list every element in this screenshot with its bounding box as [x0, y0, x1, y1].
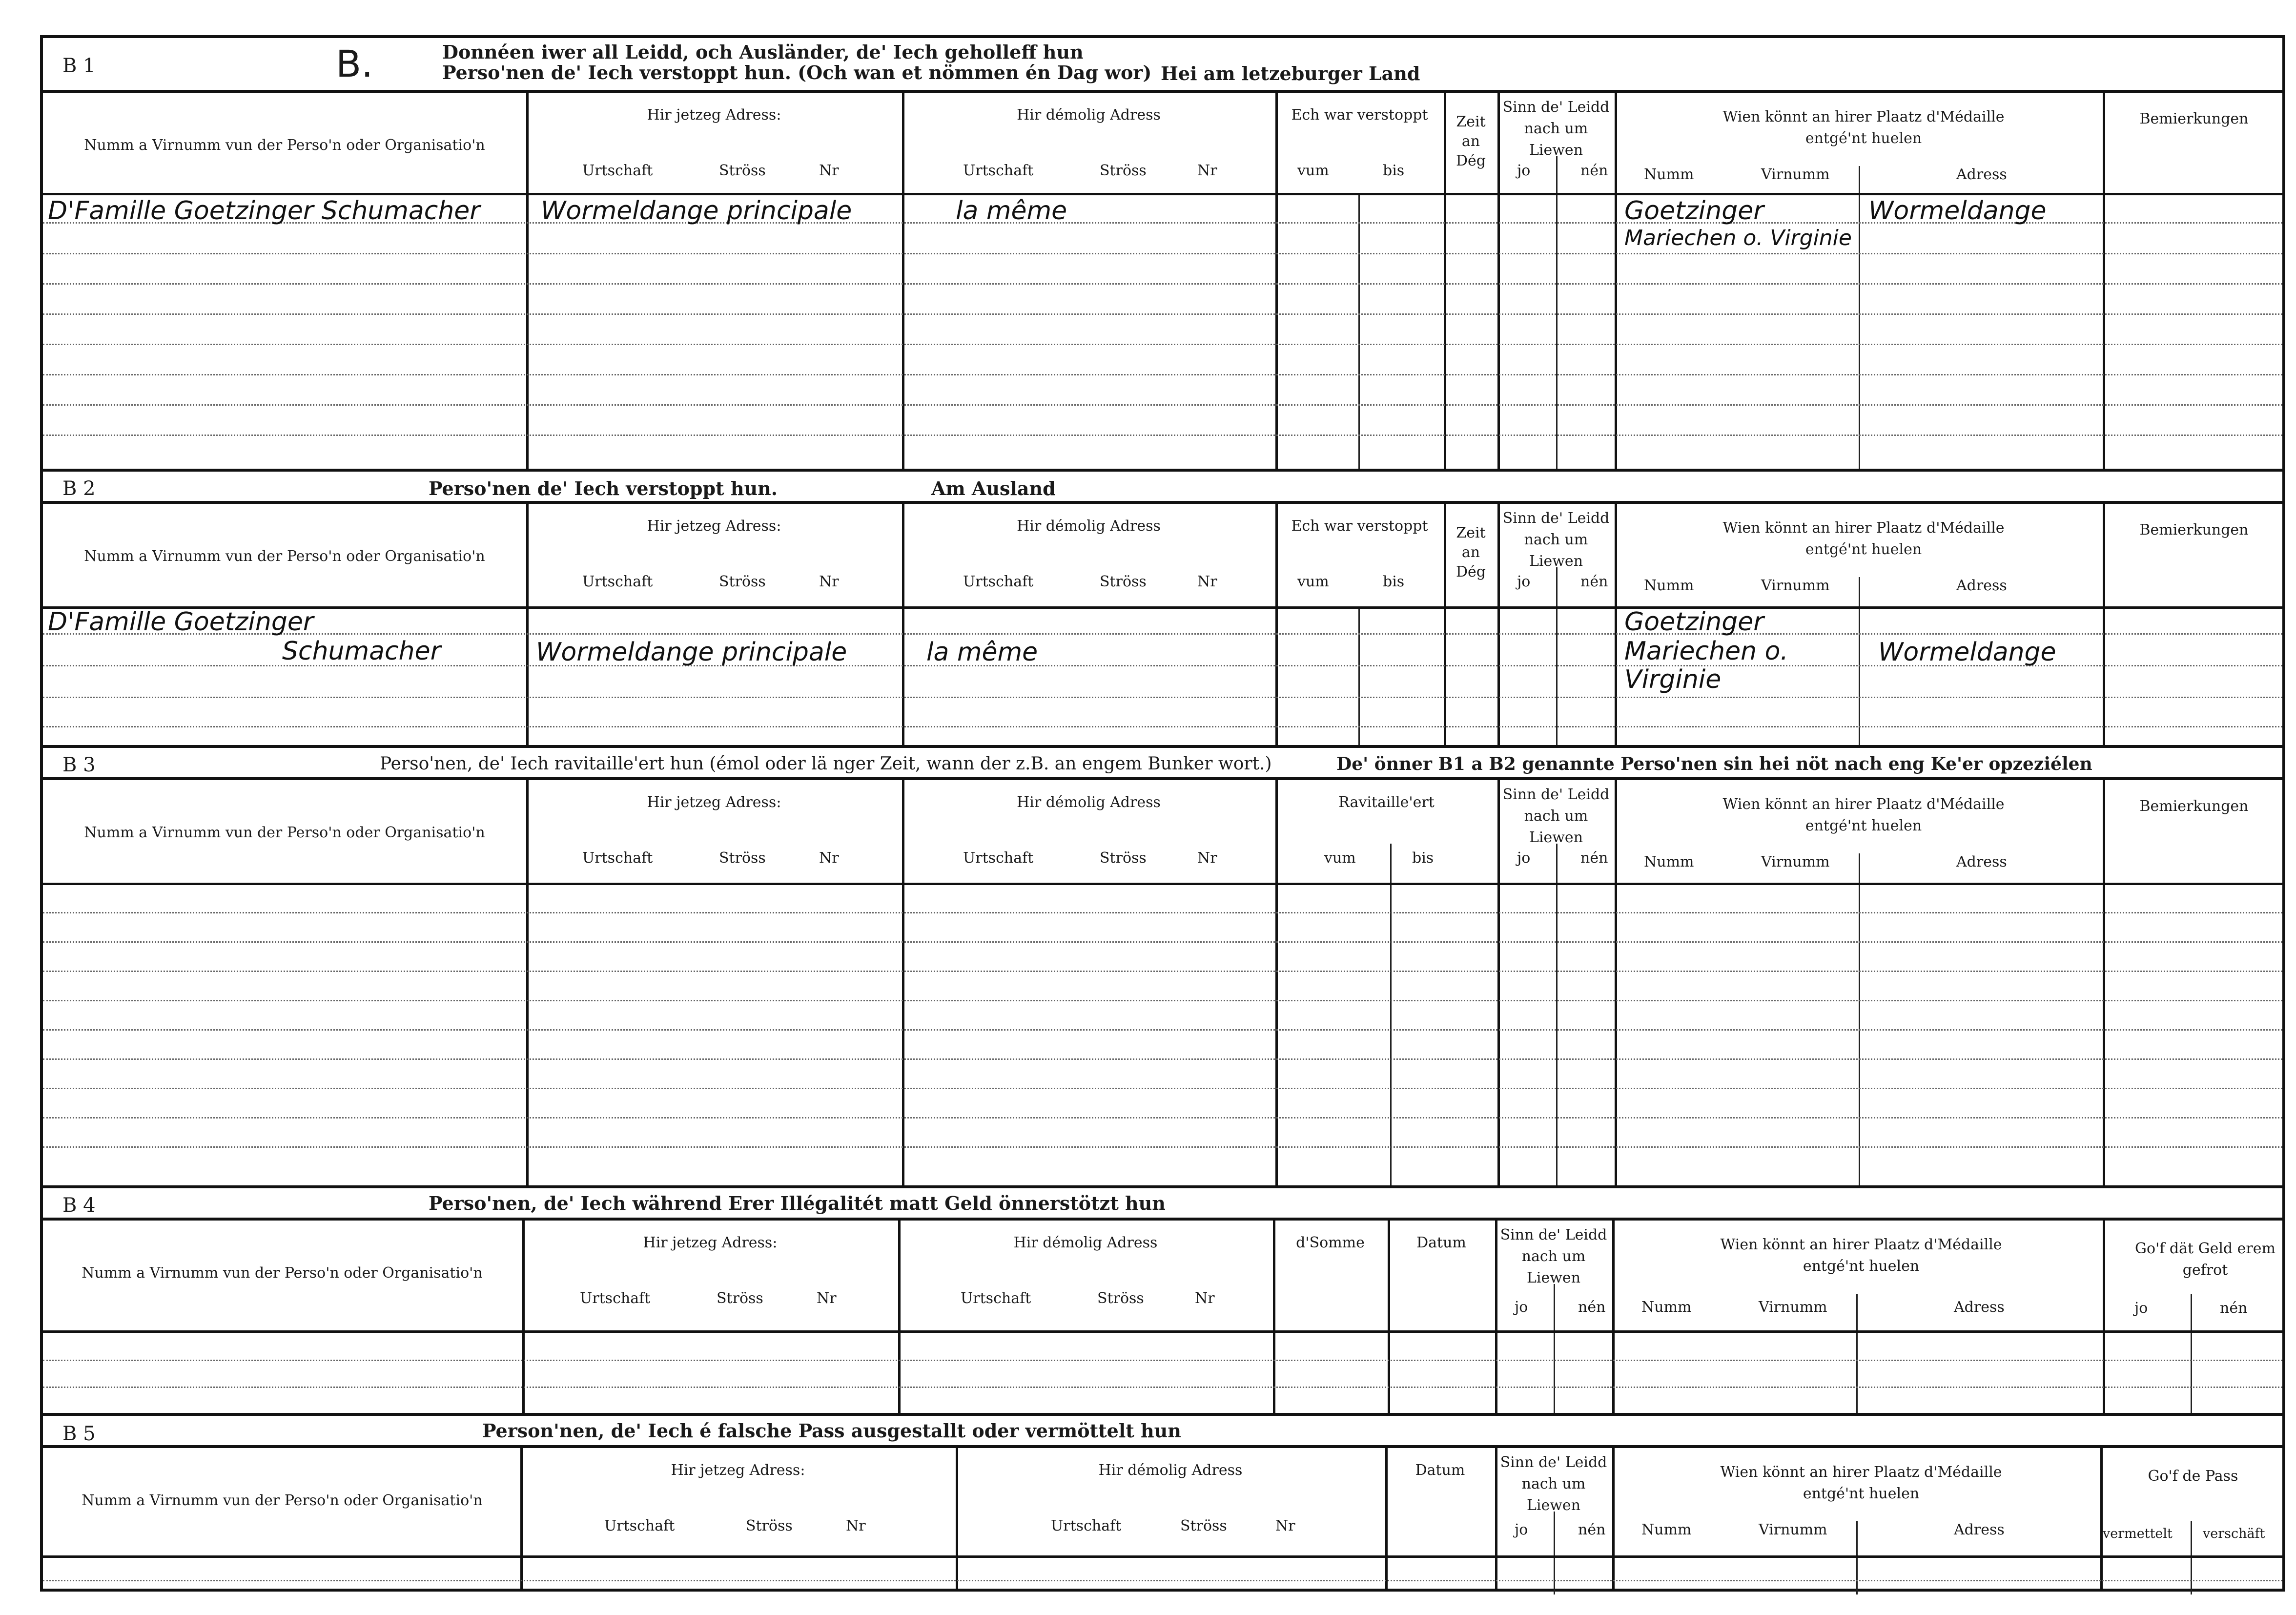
- sub-stross: Ströss: [746, 1517, 793, 1534]
- col-name-header: Numm a Virnumm vun der Perso'n oder Organisatio'n: [82, 1492, 483, 1509]
- sub-virnumm: Virnumm: [1759, 1521, 1827, 1538]
- col-former-address: Hir démolig Adress: [1017, 794, 1161, 811]
- grid-line: [1556, 844, 1558, 1188]
- grid-line: [1390, 844, 1392, 1188]
- section-code: B 5: [62, 1423, 96, 1445]
- sub-virnumm: Virnumm: [1761, 853, 1830, 870]
- entry-row-rule: [43, 1360, 2282, 1361]
- sub-nen: nén: [1580, 849, 1608, 867]
- sub-stross: Ströss: [1100, 849, 1147, 867]
- section-b4-heading: Perso'nen, de' Iech während Erer Illégalitét matt Geld önnerstötzt hun: [429, 1192, 1166, 1214]
- grid-line: [1856, 1294, 1858, 1416]
- section-b3-table: [43, 777, 2282, 1185]
- grid-line: [2103, 504, 2105, 745]
- sub-stross: Ströss: [719, 849, 766, 867]
- sub-nr: Nr: [1275, 1517, 1295, 1534]
- sub-jo: jo: [1517, 849, 1531, 867]
- form-letter: B.: [336, 42, 373, 85]
- col-ravitailleert: Ravitaille'ert: [1338, 794, 1435, 811]
- grid-line: [526, 504, 529, 745]
- col-somme: d'Somme: [1296, 1234, 1365, 1251]
- grid-line: [1497, 780, 1500, 1185]
- section-b2-heading-right: Am Ausland: [931, 477, 1056, 499]
- grid-line: [1612, 1448, 1615, 1592]
- entry-medal-virnumm: Mariechen o.: [1624, 637, 1788, 666]
- sub-vum: vum: [1297, 162, 1329, 179]
- grid-line: [1859, 166, 1860, 472]
- grid-line: [1856, 1521, 1858, 1594]
- entry-row-rule: [43, 404, 2282, 406]
- grid-line: [1497, 93, 1500, 469]
- sub-nr: Nr: [1197, 162, 1217, 179]
- grid-line: [1615, 504, 1617, 745]
- grid-line: [526, 93, 529, 469]
- section-code: B 1: [62, 55, 96, 77]
- section-code: B 4: [62, 1194, 96, 1217]
- col-remarks: Bemierkungen: [2139, 521, 2249, 538]
- form-frame: [40, 35, 2285, 1592]
- col-alive: Sinn de' Leidd nach um Liewen: [1502, 786, 1610, 846]
- grid-line: [1444, 93, 1446, 469]
- sub-virnumm: Virnumm: [1759, 1299, 1827, 1316]
- grid-line: [1615, 93, 1617, 469]
- entry-row-rule: [43, 283, 2282, 285]
- col-current-address: Hir jetzeg Adress:: [643, 1234, 778, 1251]
- grid-line: [1859, 853, 1860, 1188]
- grid-line: [2103, 93, 2105, 469]
- col-name-header: Numm a Virnumm vun der Perso'n oder Organisatio'n: [82, 1264, 483, 1282]
- header-line2-right: Hei am letzeburger Land: [1161, 62, 1420, 84]
- grid-line: [2103, 1221, 2105, 1413]
- sub-nr: Nr: [1195, 1290, 1215, 1307]
- sub-numm: Numm: [1644, 577, 1694, 594]
- sub-nr: Nr: [819, 573, 839, 590]
- sub-stross: Ströss: [719, 573, 766, 590]
- sub-urtschaft: Urtschaft: [963, 849, 1034, 867]
- col-former-address: Hir démolig Adress: [1017, 106, 1161, 124]
- section-b2-title: [43, 469, 2282, 501]
- section-code: B 3: [62, 754, 96, 776]
- sub-vum: vum: [1297, 573, 1329, 590]
- section-b5-table: [43, 1445, 2282, 1592]
- sub-bis: bis: [1383, 573, 1405, 590]
- header-line1: Donnéen iwer all Leidd, och Ausländer, de' Iech geholleff hun: [442, 41, 1084, 63]
- grid-line: [1275, 93, 1278, 469]
- grid-line: [1615, 780, 1617, 1185]
- grid-line: [1275, 780, 1278, 1185]
- sub-urtschaft: Urtschaft: [1051, 1517, 1122, 1534]
- entry-row-rule: [43, 1117, 2282, 1118]
- sub-urtschaft: Urtschaft: [580, 1290, 651, 1307]
- col-remarks: Bemierkungen: [2139, 798, 2249, 815]
- sub-nr: Nr: [1197, 849, 1217, 867]
- entry-name: D'Famille Goetzinger Schumacher: [48, 196, 480, 226]
- col-medal: Wien könnt an hirer Plaatz d'Médaille entgé'nt huelen: [1722, 796, 2005, 834]
- entry-row-rule: [43, 912, 2282, 913]
- entry-medal-adress: Wormeldange: [1868, 196, 2047, 226]
- col-pass-back: Go'f de Pass: [2148, 1468, 2238, 1485]
- sub-urtschaft: Urtschaft: [604, 1517, 675, 1534]
- entry-row-rule: [43, 435, 2282, 436]
- grid-line: [2103, 780, 2105, 1185]
- sub-urtschaft: Urtschaft: [963, 573, 1034, 590]
- grid-line: [902, 504, 904, 745]
- entry-row-rule: [43, 1029, 2282, 1031]
- sub-bis: bis: [1412, 849, 1434, 867]
- sub-numm: Numm: [1641, 1521, 1692, 1538]
- sub-urtschaft: Urtschaft: [582, 849, 653, 867]
- entry-row-rule: [43, 726, 2282, 727]
- section-b3-title: [43, 745, 2282, 777]
- grid-line: [902, 780, 904, 1185]
- section-b4-title: [43, 1185, 2282, 1218]
- grid-line: [526, 780, 529, 1185]
- sub-nr: Nr: [819, 162, 839, 179]
- entry-current-address: Wormeldange principale: [541, 196, 852, 226]
- sub-adress: Adress: [1954, 1521, 2005, 1538]
- sub-stross: Ströss: [1100, 573, 1147, 590]
- section-b5-title: [43, 1413, 2282, 1445]
- col-alive: Sinn de' Leidd nach um Liewen: [1500, 1454, 1607, 1514]
- grid-line: [43, 1330, 2282, 1333]
- sub-nr: Nr: [819, 849, 839, 867]
- col-alive: Sinn de' Leidd nach um Liewen: [1500, 1226, 1607, 1286]
- grid-line: [1444, 504, 1446, 745]
- entry-row-rule: [43, 971, 2282, 972]
- sub-adress: Adress: [1956, 166, 2007, 183]
- grid-line: [1554, 1284, 1555, 1416]
- col-alive: Sinn de' Leidd nach um Liewen: [1502, 510, 1610, 570]
- sub-stross: Ströss: [719, 162, 766, 179]
- sub-nen: nén: [1578, 1299, 1606, 1316]
- entry-row-rule: [43, 1000, 2282, 1001]
- col-medal: Wien könnt an hirer Plaatz d'Médaille entgé'nt huelen: [1720, 1236, 2002, 1275]
- sub-bis: bis: [1383, 162, 1405, 179]
- col-medal: Wien könnt an hirer Plaatz d'Médaille entgé'nt huelen: [1720, 1464, 2002, 1502]
- sub-vum: vum: [1324, 849, 1356, 867]
- section-b1-table: [43, 90, 2282, 469]
- entry-row-rule: [43, 344, 2282, 345]
- entry-name: D'Famille Goetzinger: [48, 607, 314, 637]
- grid-line: [43, 193, 2282, 195]
- entry-row-rule: [43, 941, 2282, 943]
- entry-medal-numm: Goetzinger: [1624, 607, 1764, 637]
- col-former-address: Hir démolig Adress: [1098, 1462, 1243, 1479]
- col-datum: Datum: [1415, 1462, 1465, 1479]
- section-code: B 2: [62, 477, 96, 500]
- sub-adress: Adress: [1956, 577, 2007, 594]
- sub-numm: Numm: [1644, 853, 1694, 870]
- grid-line: [1275, 504, 1278, 745]
- sub-nen: nén: [1580, 162, 1608, 179]
- sub-jo: jo: [2134, 1300, 2148, 1317]
- sub-verschaft: verschäft: [2203, 1526, 2265, 1541]
- col-name-header: Numm a Virnumm vun der Perso'n oder Organisatio'n: [84, 824, 485, 841]
- grid-line: [1358, 193, 1360, 472]
- grid-line: [1556, 567, 1558, 748]
- col-hidden: Ech war verstoppt: [1291, 106, 1428, 124]
- col-geld-back: Go'f dät Geld erem gefrot: [2135, 1240, 2276, 1279]
- sub-vermettelt: vermettelt: [2103, 1526, 2173, 1541]
- sub-jo: jo: [1515, 1521, 1528, 1538]
- section-b5-heading: Person'nen, de' Iech é falsche Pass ausgestallt oder vermöttelt hun: [482, 1420, 1181, 1442]
- sub-urtschaft: Urtschaft: [582, 573, 653, 590]
- grid-line: [1497, 504, 1500, 745]
- header-line2: Perso'nen de' Iech verstoppt hun. (Och wan et nömmen én Dag wor): [442, 62, 1152, 83]
- entry-row-rule: [43, 374, 2282, 375]
- grid-line: [1554, 1511, 1555, 1594]
- entry-row-rule: [43, 1146, 2282, 1148]
- entry-medal-virnumm-line2: Virginie: [1624, 665, 1722, 694]
- section-b3-heading-right: De' önner B1 a B2 genannte Perso'nen sin hei nöt nach eng Ke'er opzeziélen: [1336, 754, 2092, 774]
- col-medal: Wien könnt an hirer Plaatz d'Médaille entgé'nt huelen: [1722, 519, 2005, 558]
- grid-line: [2191, 1521, 2192, 1594]
- section-b2-table: [43, 501, 2282, 745]
- sub-stross: Ströss: [1180, 1517, 1227, 1534]
- col-remarks: Bemierkungen: [2139, 110, 2249, 127]
- entry-row-rule: [43, 697, 2282, 698]
- sub-stross: Ströss: [717, 1290, 763, 1307]
- entry-row-rule: [43, 1580, 2282, 1581]
- sub-urtschaft: Urtschaft: [961, 1290, 1031, 1307]
- sub-nr: Nr: [817, 1290, 837, 1307]
- col-current-address: Hir jetzeg Adress:: [671, 1462, 805, 1479]
- entry-former-address: la même: [956, 196, 1067, 226]
- col-datum: Datum: [1416, 1234, 1466, 1251]
- col-current-address: Hir jetzeg Adress:: [647, 518, 781, 535]
- sub-jo: jo: [1517, 573, 1531, 590]
- sub-nr: Nr: [846, 1517, 866, 1534]
- grid-line: [43, 883, 2282, 885]
- entry-row-rule: [43, 253, 2282, 254]
- sub-urtschaft: Urtschaft: [963, 162, 1034, 179]
- entry-medal-numm: Goetzinger: [1624, 196, 1764, 226]
- sub-jo: jo: [1515, 1299, 1528, 1316]
- sub-nen: nén: [1580, 573, 1608, 590]
- sub-numm: Numm: [1641, 1299, 1692, 1316]
- entry-medal-virnumm: Mariechen o. Virginie: [1624, 226, 1852, 250]
- sub-numm: Numm: [1644, 166, 1694, 183]
- section-b4-table: [43, 1218, 2282, 1413]
- col-alive: Sinn de' Leidd nach um Liewen: [1502, 99, 1610, 159]
- grid-line: [1612, 1221, 1615, 1413]
- col-name-header: Numm a Virnumm vun der Perso'n oder Organisatio'n: [84, 137, 485, 154]
- entry-row-rule: [43, 1088, 2282, 1089]
- col-hidden: Ech war verstoppt: [1291, 518, 1428, 535]
- entry-medal-adress: Wormeldange: [1878, 638, 2056, 667]
- section-b1-title: [43, 38, 2282, 90]
- col-current-address: Hir jetzeg Adress:: [647, 106, 781, 124]
- grid-line: [1859, 577, 1860, 748]
- sub-nr: Nr: [1197, 573, 1217, 590]
- section-b3-heading: Perso'nen, de' Iech ravitaille'ert hun (émol oder lä nger Zeit, wann der z.B. an engem Bunker wort.): [380, 754, 1272, 774]
- grid-line: [1495, 1221, 1497, 1413]
- entry-name-line2: Schumacher: [282, 637, 441, 666]
- grid-line: [43, 606, 2282, 609]
- sub-nen: nén: [1578, 1521, 1606, 1538]
- col-zeit: Zeit an Dég: [1456, 113, 1486, 169]
- sub-adress: Adress: [1954, 1299, 2005, 1316]
- sub-urtschaft: Urtschaft: [582, 162, 653, 179]
- entry-row-rule: [43, 1058, 2282, 1060]
- grid-line: [1495, 1448, 1497, 1592]
- entry-former-address: la même: [926, 638, 1038, 667]
- col-current-address: Hir jetzeg Adress:: [647, 794, 781, 811]
- sub-nen: nén: [2220, 1300, 2248, 1317]
- entry-row-rule: [43, 1387, 2282, 1388]
- sub-virnumm: Virnumm: [1761, 166, 1830, 183]
- sub-adress: Adress: [1956, 853, 2007, 870]
- sub-stross: Ströss: [1097, 1290, 1144, 1307]
- col-former-address: Hir démolig Adress: [1013, 1234, 1158, 1251]
- entry-current-address: Wormeldange principale: [536, 638, 847, 667]
- grid-line: [2191, 1294, 2192, 1416]
- col-zeit: Zeit an Dég: [1456, 524, 1486, 580]
- col-former-address: Hir démolig Adress: [1017, 518, 1161, 535]
- section-b2-heading: Perso'nen de' Iech verstoppt hun.: [429, 477, 778, 499]
- sub-stross: Ströss: [1100, 162, 1147, 179]
- sub-jo: jo: [1517, 162, 1531, 179]
- col-name-header: Numm a Virnumm vun der Perso'n oder Organisatio'n: [84, 548, 485, 565]
- entry-row-rule: [43, 633, 2282, 635]
- grid-line: [43, 1555, 2282, 1558]
- col-medal: Wien könnt an hirer Plaatz d'Médaille entgé'nt huelen: [1722, 108, 2005, 147]
- grid-line: [902, 93, 904, 469]
- entry-row-rule: [43, 313, 2282, 315]
- sub-virnumm: Virnumm: [1761, 577, 1830, 594]
